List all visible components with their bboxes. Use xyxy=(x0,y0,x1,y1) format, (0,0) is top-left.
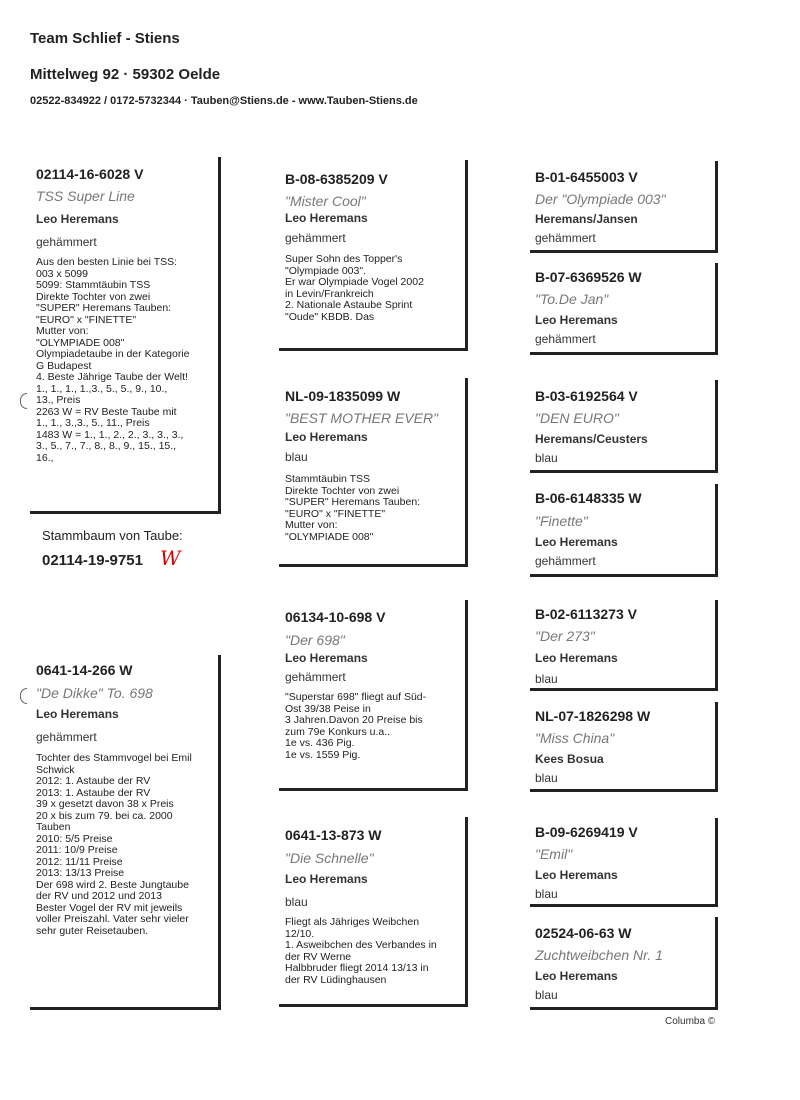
pigeon-breeder: Leo Heremans xyxy=(285,211,368,225)
pigeon-breeder: Heremans/Jansen xyxy=(535,212,638,226)
stammbaum-label: Stammbaum von Taube: xyxy=(42,528,183,543)
pigeon-breeder: Leo Heremans xyxy=(535,868,618,882)
stammbaum-code: 02114-19-9751 xyxy=(42,552,143,569)
handwritten-w-mark: W xyxy=(160,546,181,570)
pigeon-breeder: Leo Heremans xyxy=(535,969,618,983)
pigeon-name: "Mister Cool" xyxy=(285,193,366,209)
pigeon-name: "DEN EURO" xyxy=(535,410,619,426)
pigeon-ring-code: 0641-14-266 W xyxy=(36,662,133,678)
pigeon-breeder: Heremans/Ceusters xyxy=(535,432,648,446)
pigeon-name: "Finette" xyxy=(535,513,588,529)
pigeon-breeder: Leo Heremans xyxy=(285,430,368,444)
pigeon-color: blau xyxy=(535,451,558,465)
pigeon-color: blau xyxy=(285,895,308,909)
pigeon-ring-code: B-08-6385209 V xyxy=(285,171,388,187)
pigeon-ring-code: B-01-6455003 V xyxy=(535,169,638,185)
pigeon-name: "Emil" xyxy=(535,846,573,862)
pigeon-breeder: Leo Heremans xyxy=(535,313,618,327)
pigeon-ring-code: B-09-6269419 V xyxy=(535,824,638,840)
pigeon-ring-code: B-07-6369526 W xyxy=(535,269,642,285)
pigeon-description: Super Sohn des Topper's "Olympiade 003". Er war Olympiade Vogel 2002 in Levin/Frankreich 2. Nationale Astaube Sprint "Oude" KBDB. Das xyxy=(285,253,424,323)
pigeon-ring-code: B-03-6192564 V xyxy=(535,388,638,404)
pigeon-name: Zuchtweibchen Nr. 1 xyxy=(535,947,663,963)
pigeon-description: Fliegt als Jähriges Weibchen 12/10. 1. Asweibchen des Verbandes in der RV Werne Halbbruder fliegt 2014 13/13 in der RV Lüdinghausen xyxy=(285,916,437,986)
team-contact: 02522-834922 / 0172-5732344 · Tauben@Stiens.de - www.Tauben-Stiens.de xyxy=(30,95,418,107)
pigeon-description: "Superstar 698" fliegt auf Süd- Ost 39/38 Peise in 3 Jahren.Davon 20 Preise bis zum 79e Konkurs u.a.. 1e vs. 436 Pig. 1e vs. 1559 Pig. xyxy=(285,691,427,761)
footer-credit: Columba © xyxy=(665,1016,716,1027)
pigeon-description: Aus den besten Linie bei TSS: 003 x 5099 5099: Stammtäubin TSS Direkte Tochter von zwei "SUPER" Heremans Tauben: "EURO" x "FINETTE" Mutter von: "OLYMPIADE 008" Olympiadetaube in der Kategorie G Budapest 4. Beste Jährige Taube der Welt! 1., 1., 1., 1.,3., 5., 5., 9., 10., 13., Preis 2263 W = RV Beste Taube mit 1., 1., 3.,3., 5., 11., Preis 1483 W = 1., 1., 2., 2., 3., 3., 3., 3., 5., 7., 7., 8., 8., 9., 15., 15., 16., xyxy=(36,256,190,464)
pigeon-color: gehämmert xyxy=(535,332,596,346)
pigeon-ring-code: 02114-16-6028 V xyxy=(36,166,144,182)
pigeon-description: Tochter des Stammvogel bei Emil Schwick 2012: 1. Astaube der RV 2013: 1. Astaube der RV 39 x gesetzt davon 38 x Preis 20 x bis zum 79. bei ca. 2000 Tauben 2010: 5/5 Preise 2011: 10/9 Preise 2012: 11/11 Preise 2013: 13/13 Preise Der 698 wird 2. Beste Jungtaube der RV und 2012 und 2013 Bester Vogel der RV mit jeweils voller Preiszahl. Vater sehr vieler sehr guter Reisetauben. xyxy=(36,752,192,937)
pigeon-ring-code: NL-07-1826298 W xyxy=(535,708,651,724)
pigeon-breeder: Leo Heremans xyxy=(36,212,119,226)
pigeon-name: "Der 698" xyxy=(285,632,345,648)
pigeon-name: "Die Schnelle" xyxy=(285,850,374,866)
pigeon-ring-code: 06134-10-698 V xyxy=(285,609,386,625)
pigeon-ring-code: B-02-6113273 V xyxy=(535,606,637,622)
team-name: Team Schlief - Stiens xyxy=(30,30,180,47)
pigeon-color: gehämmert xyxy=(535,554,596,568)
pigeon-color: gehämmert xyxy=(535,231,596,245)
pigeon-name: "To.De Jan" xyxy=(535,291,609,307)
team-address: Mittelweg 92 · 59302 Oelde xyxy=(30,66,221,83)
pigeon-color: blau xyxy=(535,672,558,686)
pigeon-color: gehämmert xyxy=(36,730,97,744)
pigeon-breeder: Leo Heremans xyxy=(285,651,368,665)
punch-hole-mark xyxy=(20,688,27,704)
pigeon-description: Stammtäubin TSS Direkte Tochter von zwei "SUPER" Heremans Tauben: "EURO" x "FINETTE" Mutter von: "OLYMPIADE 008" xyxy=(285,473,421,543)
pigeon-breeder: Leo Heremans xyxy=(36,707,119,721)
pigeon-name: "Der 273" xyxy=(535,628,595,644)
pigeon-name: "De Dikke" To. 698 xyxy=(36,685,153,701)
pigeon-name: "BEST MOTHER EVER" xyxy=(285,410,439,426)
pigeon-breeder: Kees Bosua xyxy=(535,752,604,766)
punch-hole-mark xyxy=(20,393,27,409)
pigeon-color: gehämmert xyxy=(285,231,346,245)
pigeon-ring-code: B-06-6148335 W xyxy=(535,490,642,506)
pigeon-name: "Miss China" xyxy=(535,730,615,746)
pigeon-breeder: Leo Heremans xyxy=(535,651,618,665)
pigeon-color: blau xyxy=(285,450,308,464)
pigeon-color: gehämmert xyxy=(285,670,346,684)
pigeon-color: blau xyxy=(535,771,558,785)
pigeon-ring-code: 0641-13-873 W xyxy=(285,827,382,843)
pigeon-breeder: Leo Heremans xyxy=(535,535,618,549)
pigeon-name: TSS Super Line xyxy=(36,188,135,204)
pigeon-ring-code: NL-09-1835099 W xyxy=(285,388,401,404)
pigeon-ring-code: 02524-06-63 W xyxy=(535,925,632,941)
pigeon-color: blau xyxy=(535,887,558,901)
pigeon-color: gehämmert xyxy=(36,235,97,249)
pigeon-breeder: Leo Heremans xyxy=(285,872,368,886)
pigeon-name: Der "Olympiade 003" xyxy=(535,191,666,207)
pigeon-color: blau xyxy=(535,988,558,1002)
